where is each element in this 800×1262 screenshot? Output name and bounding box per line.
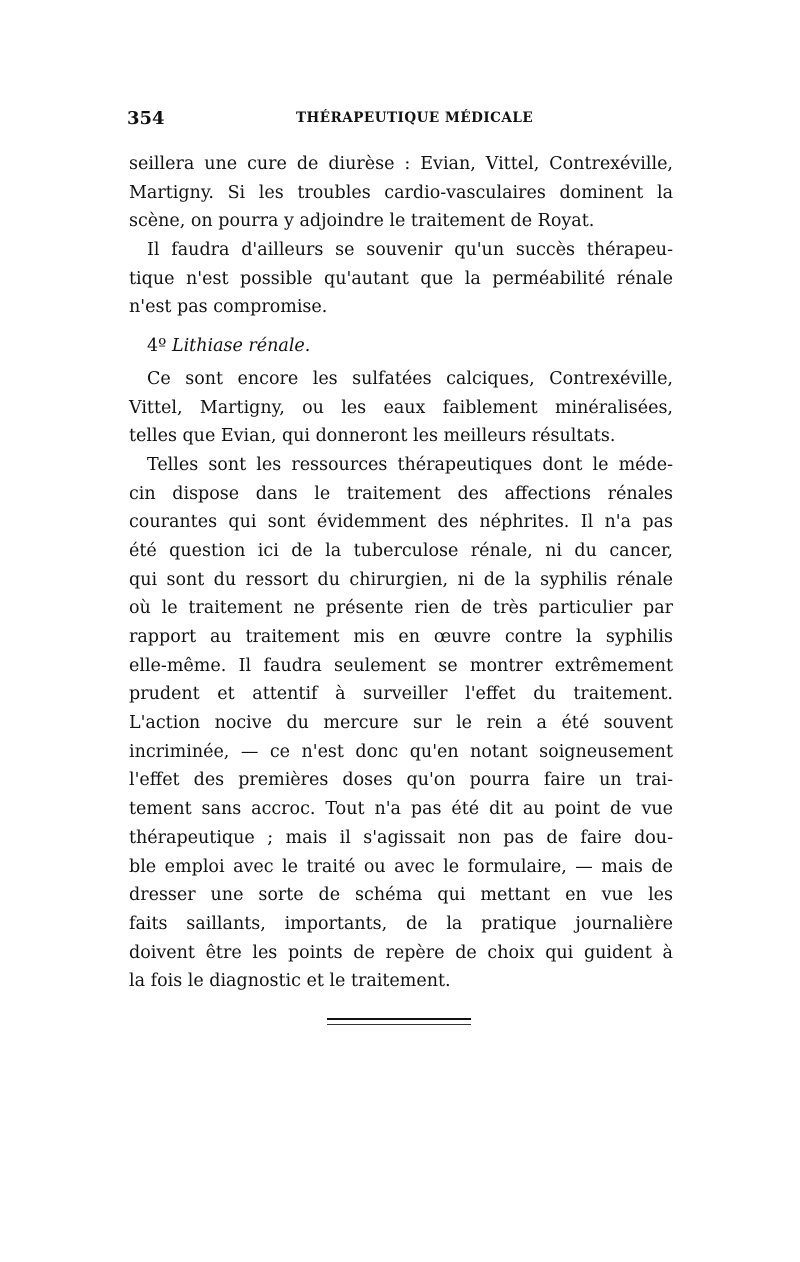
text-line: incriminée, — ce n'est donc qu'en notant soigneusement (129, 741, 673, 762)
text-line: doivent être les points de repère de choix qui guident à (129, 942, 673, 963)
text-line: elle-même. Il faudra seulement se montrer extrêmement (129, 655, 673, 676)
running-head: THÉRAPEUTIQUE MÉDICALE (296, 110, 534, 126)
text-line: Telles sont les ressources thérapeutiques dont le méde- (147, 454, 673, 475)
text-line: prudent et attentif à surveiller l'effet du traitement. (129, 684, 673, 705)
text-line: Vittel, Martigny, ou les eaux faiblement minéralisées, (129, 397, 673, 418)
text-line: faits saillants, importants, de la pratique journalière (129, 913, 673, 934)
page-number: 354 (127, 108, 165, 129)
text-line: tement sans accroc. Tout n'a pas été dit au point de vue (129, 799, 673, 820)
end-rule-divider (327, 1018, 471, 1025)
text-line: L'action nocive du mercure sur le rein a été souvent (129, 713, 673, 734)
text-line: Ce sont encore les sulfatées calciques, Contrexéville, (147, 368, 673, 389)
text-line: ble emploi avec le traité ou avec le formulaire, — mais de (129, 856, 673, 877)
text-line: où le traitement ne présente rien de très particulier par (129, 598, 673, 619)
text-line: rapport au traitement mis en œuvre contre la syphilis (129, 627, 673, 647)
paragraph-4 (129, 451, 673, 996)
text-line: été question ici de la tuberculose rénale, ni du cancer, (129, 540, 673, 561)
section-heading (129, 332, 673, 361)
text-line: qui sont du ressort du chirurgien, ni de la syphilis rénale (129, 569, 673, 590)
text-line: tique n'est possible qu'autant que la perméabilité rénale (129, 268, 673, 289)
text-line: Martigny. Si les troubles cardio-vasculaires dominent la (129, 182, 673, 203)
section-title: Lithiase rénale. (171, 336, 311, 357)
text-line: l'effet des premières doses qu'on pourra faire un trai- (129, 770, 673, 791)
text-line: scène, on pourra y adjoindre le traitement de Royat. (129, 211, 595, 232)
section-number: 4º (147, 336, 167, 357)
text-line: cin dispose dans le traitement des affections rénales (129, 483, 673, 504)
paragraph-3 (129, 365, 673, 451)
text-line: thérapeutique ; mais il s'agissait non pas de faire dou- (129, 827, 673, 848)
text-line: seillera une cure de diurèse : Evian, Vittel, Contrexéville, (129, 154, 673, 174)
text-line: courantes qui sont évidemment des néphrites. Il n'a pas (129, 512, 673, 533)
paragraph-1 (129, 150, 673, 236)
text-line: Il faudra d'ailleurs se souvenir qu'un succès thérapeu- (147, 240, 673, 261)
text-line: dresser une sorte de schéma qui mettant en vue les (129, 885, 673, 906)
text-line: la fois le diagnostic et le traitement. (129, 971, 451, 992)
text-line: telles que Evian, qui donneront les meilleurs résultats. (129, 426, 616, 447)
body-text (129, 150, 673, 996)
text-line: n'est pas compromise. (129, 297, 328, 318)
paragraph-2 (129, 236, 673, 322)
